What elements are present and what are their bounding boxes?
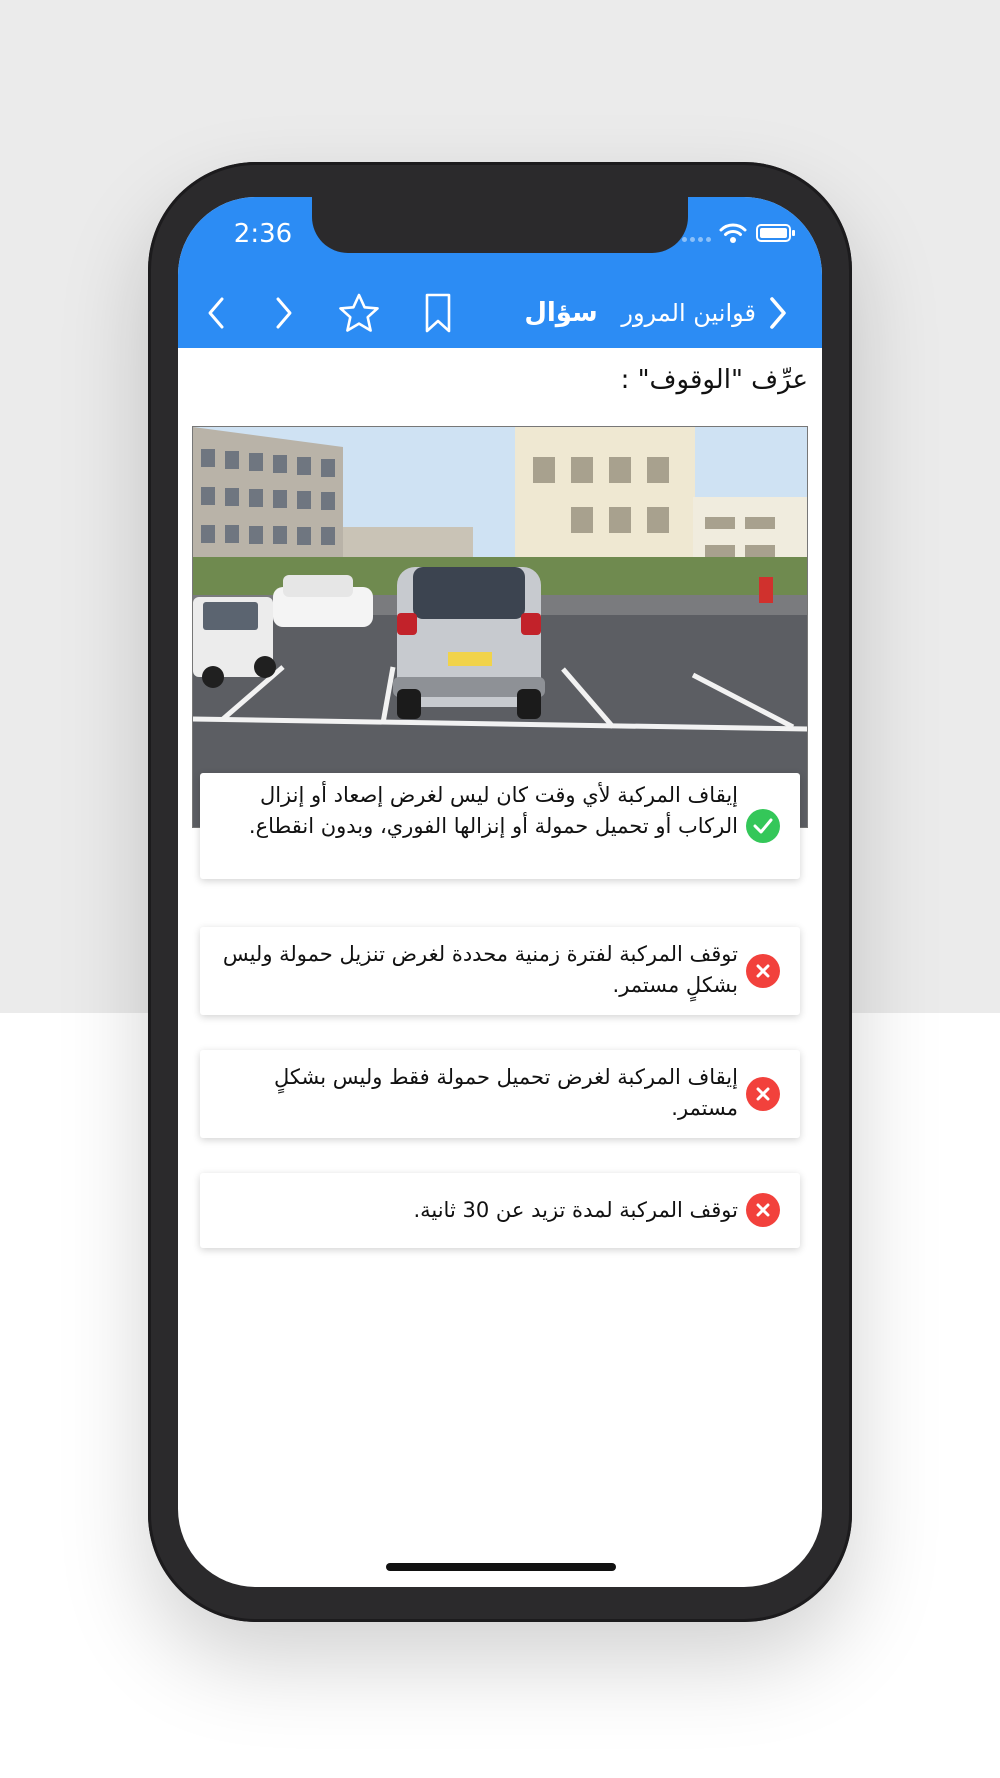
back-chevron-icon — [767, 295, 789, 331]
bookmark-button[interactable] — [418, 291, 458, 335]
next-button[interactable] — [264, 291, 304, 335]
navigation-bar — [178, 283, 822, 343]
back-button[interactable] — [760, 291, 796, 335]
status-time: 2:36 — [233, 219, 293, 249]
battery-icon — [756, 223, 796, 243]
notch — [312, 197, 688, 253]
answer-option-2[interactable] — [200, 927, 800, 1015]
answer-text: توقف المركبة لفترة زمنية محددة لغرض تنزيل حمولة وليس بشكلٍ مستمر. — [222, 942, 738, 997]
signal-icon — [682, 237, 722, 243]
bookmark-icon — [423, 292, 453, 334]
question-text: عرِّف "الوقوف" : — [620, 365, 808, 395]
answer-text: إيقاف المركبة لأي وقت كان ليس لغرض إصعاد أو إنزال الركاب أو تحميل حمولة أو إنزالها الفوري، وبدون انقطاع. — [248, 783, 738, 838]
parked-car-photo — [193, 427, 808, 828]
wrong-x-icon — [746, 1193, 780, 1227]
favorite-button[interactable] — [334, 291, 384, 335]
answer-option-4[interactable] — [200, 1173, 800, 1248]
phone-screen — [178, 197, 822, 1587]
correct-check-icon — [746, 809, 780, 843]
answer-option-3[interactable] — [200, 1050, 800, 1138]
home-indicator[interactable] — [386, 1563, 616, 1571]
wrong-x-icon — [746, 954, 780, 988]
back-label[interactable]: قوانين المرور — [621, 299, 756, 327]
app-header — [178, 197, 822, 348]
question-image — [192, 426, 808, 828]
wrong-x-icon — [746, 1077, 780, 1111]
page-title: سؤال — [524, 298, 598, 328]
chevron-left-icon — [206, 296, 226, 330]
wifi-icon — [718, 221, 748, 245]
answer-text: توقف المركبة لمدة تزيد عن 30 ثانية. — [413, 1198, 738, 1222]
chevron-right-icon — [274, 296, 294, 330]
star-icon — [337, 292, 381, 334]
answer-option-1[interactable] — [200, 773, 800, 879]
previous-button[interactable] — [196, 291, 236, 335]
answer-text: إيقاف المركبة لغرض تحميل حمولة فقط وليس بشكلٍ مستمر. — [274, 1065, 738, 1120]
